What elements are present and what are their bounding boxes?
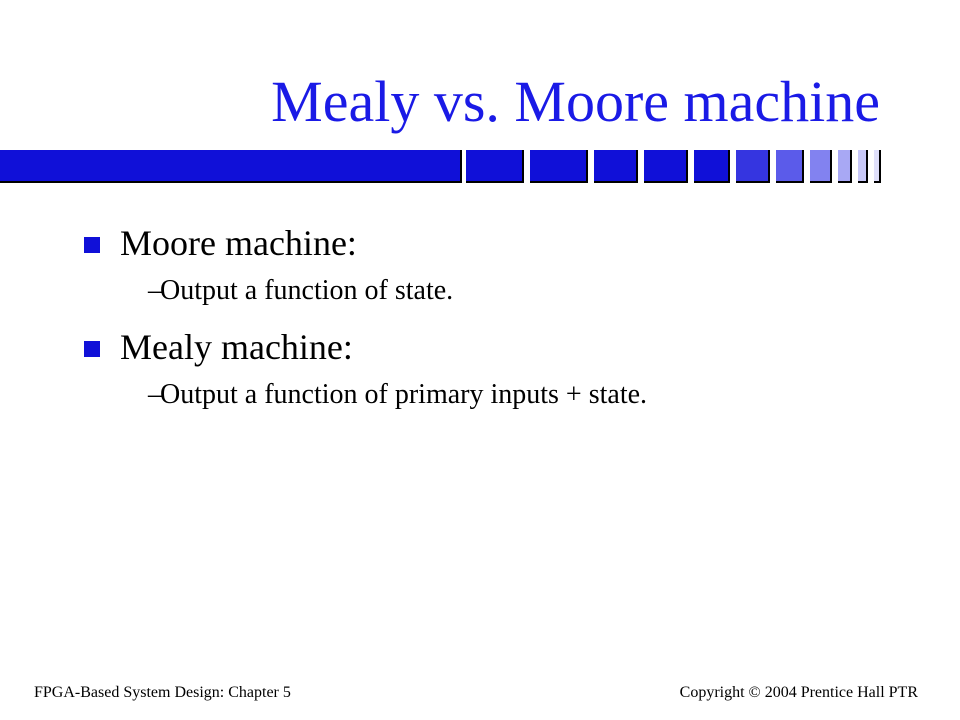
sub-bullet-text: Output a function of primary inputs + state. <box>160 379 648 410</box>
dash-icon: – <box>148 379 162 410</box>
bar-segment <box>810 150 832 183</box>
bar-segment <box>644 150 688 183</box>
bar-segment <box>0 150 462 183</box>
bullet-text: Mealy machine: <box>120 327 353 367</box>
bar-segment <box>776 150 804 183</box>
bar-segment <box>838 150 852 183</box>
bullet-item <box>84 319 904 375</box>
slide-title: Mealy vs. Moore machine <box>271 69 880 134</box>
bar-segment <box>466 150 524 183</box>
bullet-square-icon <box>84 237 100 253</box>
bar-segment <box>736 150 770 183</box>
bar-segment <box>594 150 638 183</box>
bullet-item <box>84 215 904 271</box>
sub-bullet-item <box>84 375 904 423</box>
bullet-list <box>84 215 904 423</box>
footer-copyright: Copyright © 2004 Prentice Hall PTR <box>679 684 918 701</box>
bar-segment <box>874 150 881 183</box>
bar-segment <box>530 150 588 183</box>
bar-segment <box>694 150 730 183</box>
bullet-square-icon <box>84 341 100 357</box>
dash-icon: – <box>148 275 162 306</box>
footer-course-label: FPGA-Based System Design: Chapter 5 <box>34 684 291 701</box>
sub-bullet-text: Output a function of state. <box>160 275 454 306</box>
bullet-text: Moore machine: <box>120 223 357 263</box>
sub-bullet-item <box>84 271 904 319</box>
bar-segment <box>858 150 868 183</box>
